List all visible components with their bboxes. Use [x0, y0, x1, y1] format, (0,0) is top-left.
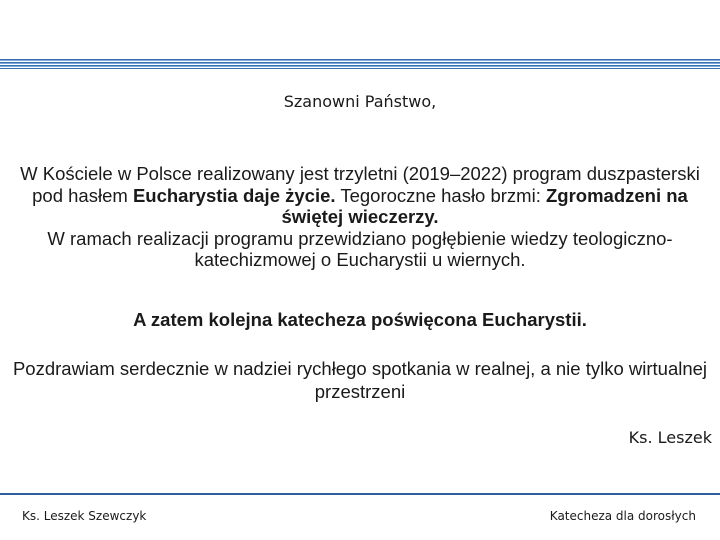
- paragraph-mid: Tegoroczne hasło brzmi:: [335, 184, 546, 206]
- signature: Ks. Leszek: [628, 428, 712, 447]
- closing-greeting: Pozdrawiam serdecznie w nadziei rychłego spotkania w realnej, a nie tylko wirtualnej przestrzeni: [12, 358, 708, 402]
- greeting: Szanowni Państwo,: [283, 92, 437, 111]
- footer-author: Ks. Leszek Szewczyk: [22, 509, 147, 523]
- paragraph-intro: W Kościele w Polsce realizowany jest trzyletni (2019–2022) program duszpasterski pod hasłem: [20, 163, 700, 206]
- year-motto: Zgromadzeni na świętej wieczerzy.: [281, 184, 688, 227]
- main-paragraph: [10, 163, 710, 271]
- program-motto: Eucharystia daje życie.: [132, 184, 336, 206]
- header-rule: [0, 59, 720, 69]
- footer-subject: Katecheza dla dorosłych: [549, 509, 696, 523]
- footer: [0, 493, 720, 540]
- catechesis-announcement: A zatem kolejna katecheza poświęcona Eucharystii.: [133, 309, 587, 330]
- paragraph-program-scope: W ramach realizacji programu przewidziano pogłębienie wiedzy teologiczno-katechizmowej o Eucharystii u wiernych.: [47, 227, 673, 270]
